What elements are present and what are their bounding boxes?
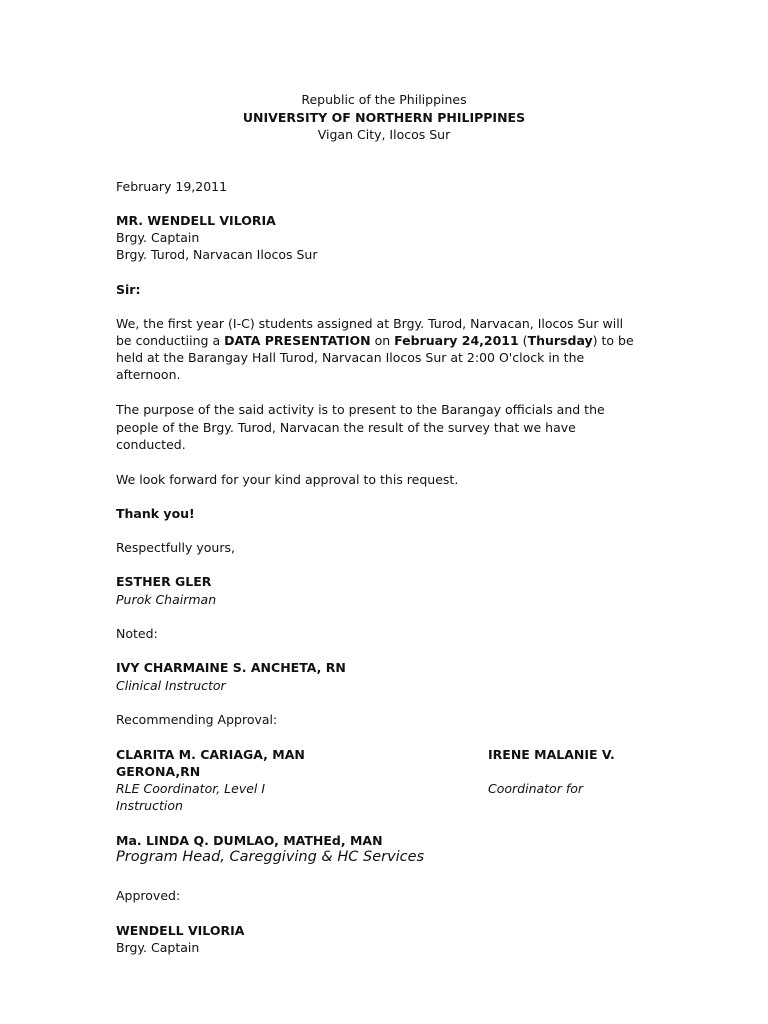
signer5-name: Ma. LINDA Q. DUMLAO, MATHEd, MAN [116,833,383,848]
header-location: Vigan City, Ilocos Sur [317,127,451,142]
p1-event-date: February 24,2011 [394,333,519,348]
paragraph2-line3: conducted. [116,437,186,452]
signer6-title: Brgy. Captain [116,940,200,955]
salutation: Sir: [116,282,141,297]
signer4-title: Coordinator for [488,781,584,796]
recipient-address: Brgy. Turod, Narvacan Ilocos Sur [116,247,318,262]
p1-text-e: ( [518,333,528,348]
p1-text-a: be conductiing a [116,333,225,348]
signer1-name: ESTHER GLER [116,574,212,589]
signer3-title-line1: RLE Coordinator, Level I [116,781,266,796]
signer1-title: Purok Chairman [116,592,217,607]
signer2-name: IVY CHARMAINE S. ANCHETA, RN [116,660,346,675]
signer5-title: Program Head, Careggiving & HC Services [116,849,425,865]
paragraph2-line2: people of the Brgy. Turod, Narvacan the result of the survey that we have [116,420,576,435]
closing: Respectfully yours, [116,540,235,555]
signer4-name: IRENE MALANIE V. [488,747,615,762]
signer3-title-line2: Instruction [116,798,183,813]
noted-label: Noted: [116,626,158,641]
paragraph3: We look forward for your kind approval to this request. [116,472,459,487]
thanks: Thank you! [116,506,195,521]
signer3-name-line2: GERONA,RN [116,764,201,779]
recipient-name: MR. WENDELL VILORIA [116,213,276,228]
paragraph1-line1: We, the first year (I-C) students assigned at Brgy. Turod, Narvacan, Ilocos Sur will [116,316,624,331]
p1-text-c: on [370,333,395,348]
header-republic: Republic of the Philippines [301,92,467,107]
signer6-name: WENDELL VILORIA [116,923,245,938]
p1-text-g: ) to be [592,333,634,348]
letter-date: February 19,2011 [116,179,228,194]
approved-label: Approved: [116,888,181,903]
signer2-title: Clinical Instructor [116,678,226,693]
header-university: UNIVERSITY OF NORTHERN PHILIPPINES [242,110,526,125]
recommending-label: Recommending Approval: [116,712,278,727]
paragraph1-line2 [116,332,634,349]
paragraph1-line3: held at the Barangay Hall Turod, Narvacan Ilocos Sur at 2:00 O'clock in the [116,350,585,365]
recipient-position: Brgy. Captain [116,230,200,245]
paragraph1-line4: afternoon. [116,367,181,382]
p1-event-name: DATA PRESENTATION [224,333,371,348]
paragraph2-line1: The purpose of the said activity is to present to the Barangay officials and the [116,402,605,417]
signer3-name-line1: CLARITA M. CARIAGA, MAN [116,747,305,762]
p1-event-day: Thursday [527,333,593,348]
